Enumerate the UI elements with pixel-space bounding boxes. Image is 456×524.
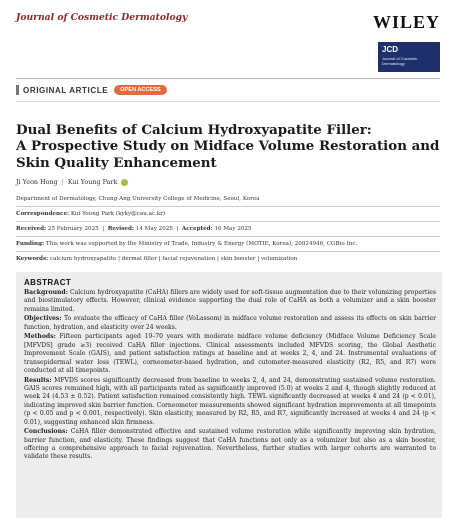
keywords-text: calcium hydroxyapatite | dermal filler | facial rejuvenation | skin booster | volumization [49,256,298,262]
journal-name[interactable]: Journal of Cosmetic Dermatology [16,12,188,23]
article-title [16,122,446,171]
divider [16,206,440,207]
results-label: Results: [24,376,52,384]
author-name[interactable]: Kui Young Park [67,178,118,186]
conclusions-text: CaHA filler demonstrated effective and sustained volume restoration while significantly improving skin hydration, barrier function, and elasticity. These findings suggest that CaHA functions not only as a volumizer but also as a skin booster, offering a comprehensive approach to facial rejuvenation. Nevertheless, further studies with larger cohorts are warranted to validate these results. [24,428,437,461]
author-name[interactable]: Ji Yeon Hong [16,178,58,186]
accepted-label: Accepted: [181,226,213,232]
revised-label: Revised: [107,226,134,232]
header-divider [16,78,440,79]
author-separator: | [61,178,64,186]
journal-badge-subtitle: Journal of Cosmetic Dermatology [382,56,418,66]
divider [16,251,440,252]
orcid-icon[interactable] [121,179,128,186]
funding-text: This work was supported by the Ministry of Trade, Industry & Energy (MOTIE, Korea), 20024946, CGBio Inc. [45,241,358,247]
abstract-methods [24,333,436,375]
objectives-label: Objectives: [24,315,62,323]
correspondence [16,211,165,217]
divider [16,236,440,237]
abstract-conclusions [24,428,436,462]
abstract-heading: ABSTRACT [24,278,72,287]
dates: Received: 25 February 2025 | Revised: 14 May 2025 | Accepted: 16 May 2025 [16,226,252,232]
received-date: 25 February 2025 [47,226,99,232]
author-list [16,178,128,186]
results-text: MFVDS scores significantly decreased from baseline to weeks 2, 4, and 24, demonstrating sustained volume restoration. GAIS scores remained high, with all participants rated as significantly improved (5.0) at weeks 2 and 4, though slightly reduced at week 24 (4.53 ± 0.52). Patient satisfaction remained consistently high. TEWL significantly decreased at weeks 4 and 24 (p < 0.01), indicating improved skin barrier function. Corneometer measurements showed significant hydration improvements at all timepoints (p < 0.05 and p < 0.001, respectively). Skin elasticity, measured by R2, R5, and R7, significantly increased at weeks 4 and 24 (p < 0.01), suggesting enhanced skin firmness. [24,376,436,426]
correspondence-text[interactable]: Kui Young Park (kyky@cau.ac.kr) [70,211,166,217]
publisher-logo[interactable]: WILEY [372,12,440,32]
abstract-results [24,377,436,427]
background-text: Calcium hydroxyapatite (CaHA) fillers are widely used for soft-tissue augmentation due to their volumizing properties and biostimulatory effects. However, clinical evidence supporting the dual role of CaHA as both a volumizer and a skin booster remains limited. [24,289,437,313]
title-line: Dual Benefits of Calcium Hydroxyapatite Filler: [16,122,372,138]
received-label: Received: [16,226,47,232]
abstract-background [24,289,436,314]
funding [16,241,357,247]
article-type-marker [16,85,19,95]
keywords [16,256,297,262]
abstract-body [24,289,436,463]
section-divider [16,101,440,102]
divider [16,221,440,222]
accepted-date: 16 May 2025 [214,226,252,232]
keywords-label: Keywords: [16,256,49,262]
methods-text: Fifteen participants aged 19–70 years with moderate midface volume deficiency (Midface Volume Deficiency Scale [MFVDS] grade ≥3) received CaHA filler injections. Clinical assessments included MFVDS scoring, the Global Aesthetic Improvement Scale (GAIS), and patient satisfaction ratings at baseline and at weeks 2, 4, and 24. Instrumental evaluations of transepidermal water loss (TEWL), corneometer-based hydration, and cutometer-measured elasticity (R2, R5, and R7) were conducted at all timepoints. [24,333,436,375]
article-type-row [16,85,167,95]
title-line: A Prospective Study on Midface Volume Restoration and [16,138,440,155]
objectives-text: To evaluate the efficacy of CaHA filler (VoLassom) in midface volume restoration and assess its effects on skin barrier function, hydration, and elasticity over 24 weeks. [24,315,437,331]
abstract-box [16,272,442,518]
revised-date: 14 May 2025 [135,226,173,232]
affiliation: Department of Dermatology, Chung-Ang University College of Medicine, Seoul, Korea [16,196,260,202]
journal-abbr: JCD [382,45,399,54]
journal-cover-badge[interactable] [378,42,440,72]
open-access-badge: OPEN ACCESS [114,85,167,95]
title-line: Skin Quality Enhancement [16,154,217,171]
abstract-objectives [24,315,436,332]
background-label: Background: [24,289,68,296]
funding-label: Funding: [16,241,45,247]
correspondence-label: Correspondence: [16,211,70,217]
article-type: ORIGINAL ARTICLE [23,85,109,95]
methods-label: Methods: [24,333,56,341]
conclusions-label: Conclusions: [24,428,68,436]
